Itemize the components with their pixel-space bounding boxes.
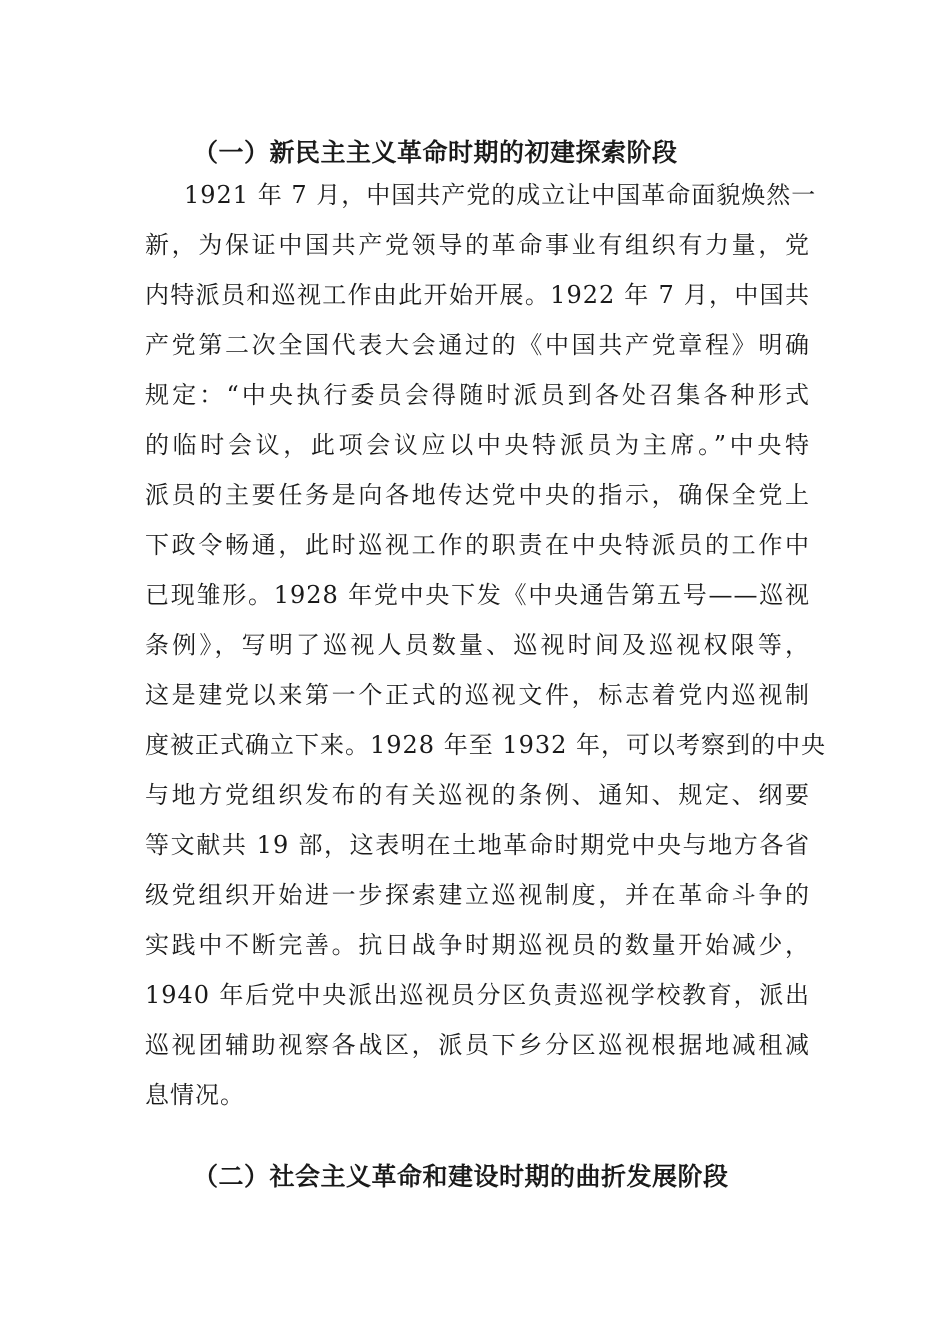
- section-heading-2: （二）社会主义革命和建设时期的曲折发展阶段: [193, 1162, 729, 1191]
- paragraph-line: 1921 年 7 月，中国共产党的成立让中国革命面貌焕然一: [184, 181, 817, 209]
- paragraph-line: 巡视团辅助视察各战区，派员下乡分区巡视根据地减租减: [145, 1031, 810, 1059]
- paragraph-line: 等文献共 19 部，这表明在土地革命时期党中央与地方各省: [145, 831, 810, 859]
- paragraph-line: 新，为保证中国共产党领导的革命事业有组织有力量，党: [145, 231, 810, 259]
- paragraph-line: 条例》，写明了巡视人员数量、巡视时间及巡视权限等，: [145, 631, 810, 659]
- paragraph-line: 的临时会议，此项会议应以中央特派员为主席。”中央特: [145, 431, 810, 459]
- paragraph-line: 与地方党组织发布的有关巡视的条例、通知、规定、纲要: [145, 781, 810, 809]
- paragraph-line: 内特派员和巡视工作由此开始开展。1922 年 7 月，中国共: [145, 281, 810, 309]
- paragraph-line: 度被正式确立下来。1928 年至 1932 年，可以考察到的中央: [145, 731, 827, 759]
- paragraph-line: 息情况。: [145, 1081, 245, 1109]
- section-1-paragraph: [145, 170, 827, 1120]
- paragraph-line: 级党组织开始进一步探索建立巡视制度，并在革命斗争的: [145, 881, 810, 909]
- paragraph-line: 下政令畅通，此时巡视工作的职责在中央特派员的工作中: [145, 531, 810, 559]
- paragraph-line: 实践中不断完善。抗日战争时期巡视员的数量开始减少，: [145, 931, 810, 959]
- section-heading-1: （一）新民主主义革命时期的初建探索阶段: [193, 138, 678, 167]
- paragraph-line: 规定：“中央执行委员会得随时派员到各处召集各种形式: [145, 381, 810, 409]
- paragraph-line: 这是建党以来第一个正式的巡视文件，标志着党内巡视制: [145, 681, 810, 709]
- paragraph-line: 已现雏形。1928 年党中央下发《中央通告第五号——巡视: [145, 581, 810, 609]
- paragraph-line: 派员的主要任务是向各地传达党中央的指示，确保全党上: [145, 481, 810, 509]
- paragraph-line: 产党第二次全国代表大会通过的《中国共产党章程》明确: [145, 331, 810, 359]
- paragraph-line: 1940 年后党中央派出巡视员分区负责巡视学校教育，派出: [145, 981, 810, 1009]
